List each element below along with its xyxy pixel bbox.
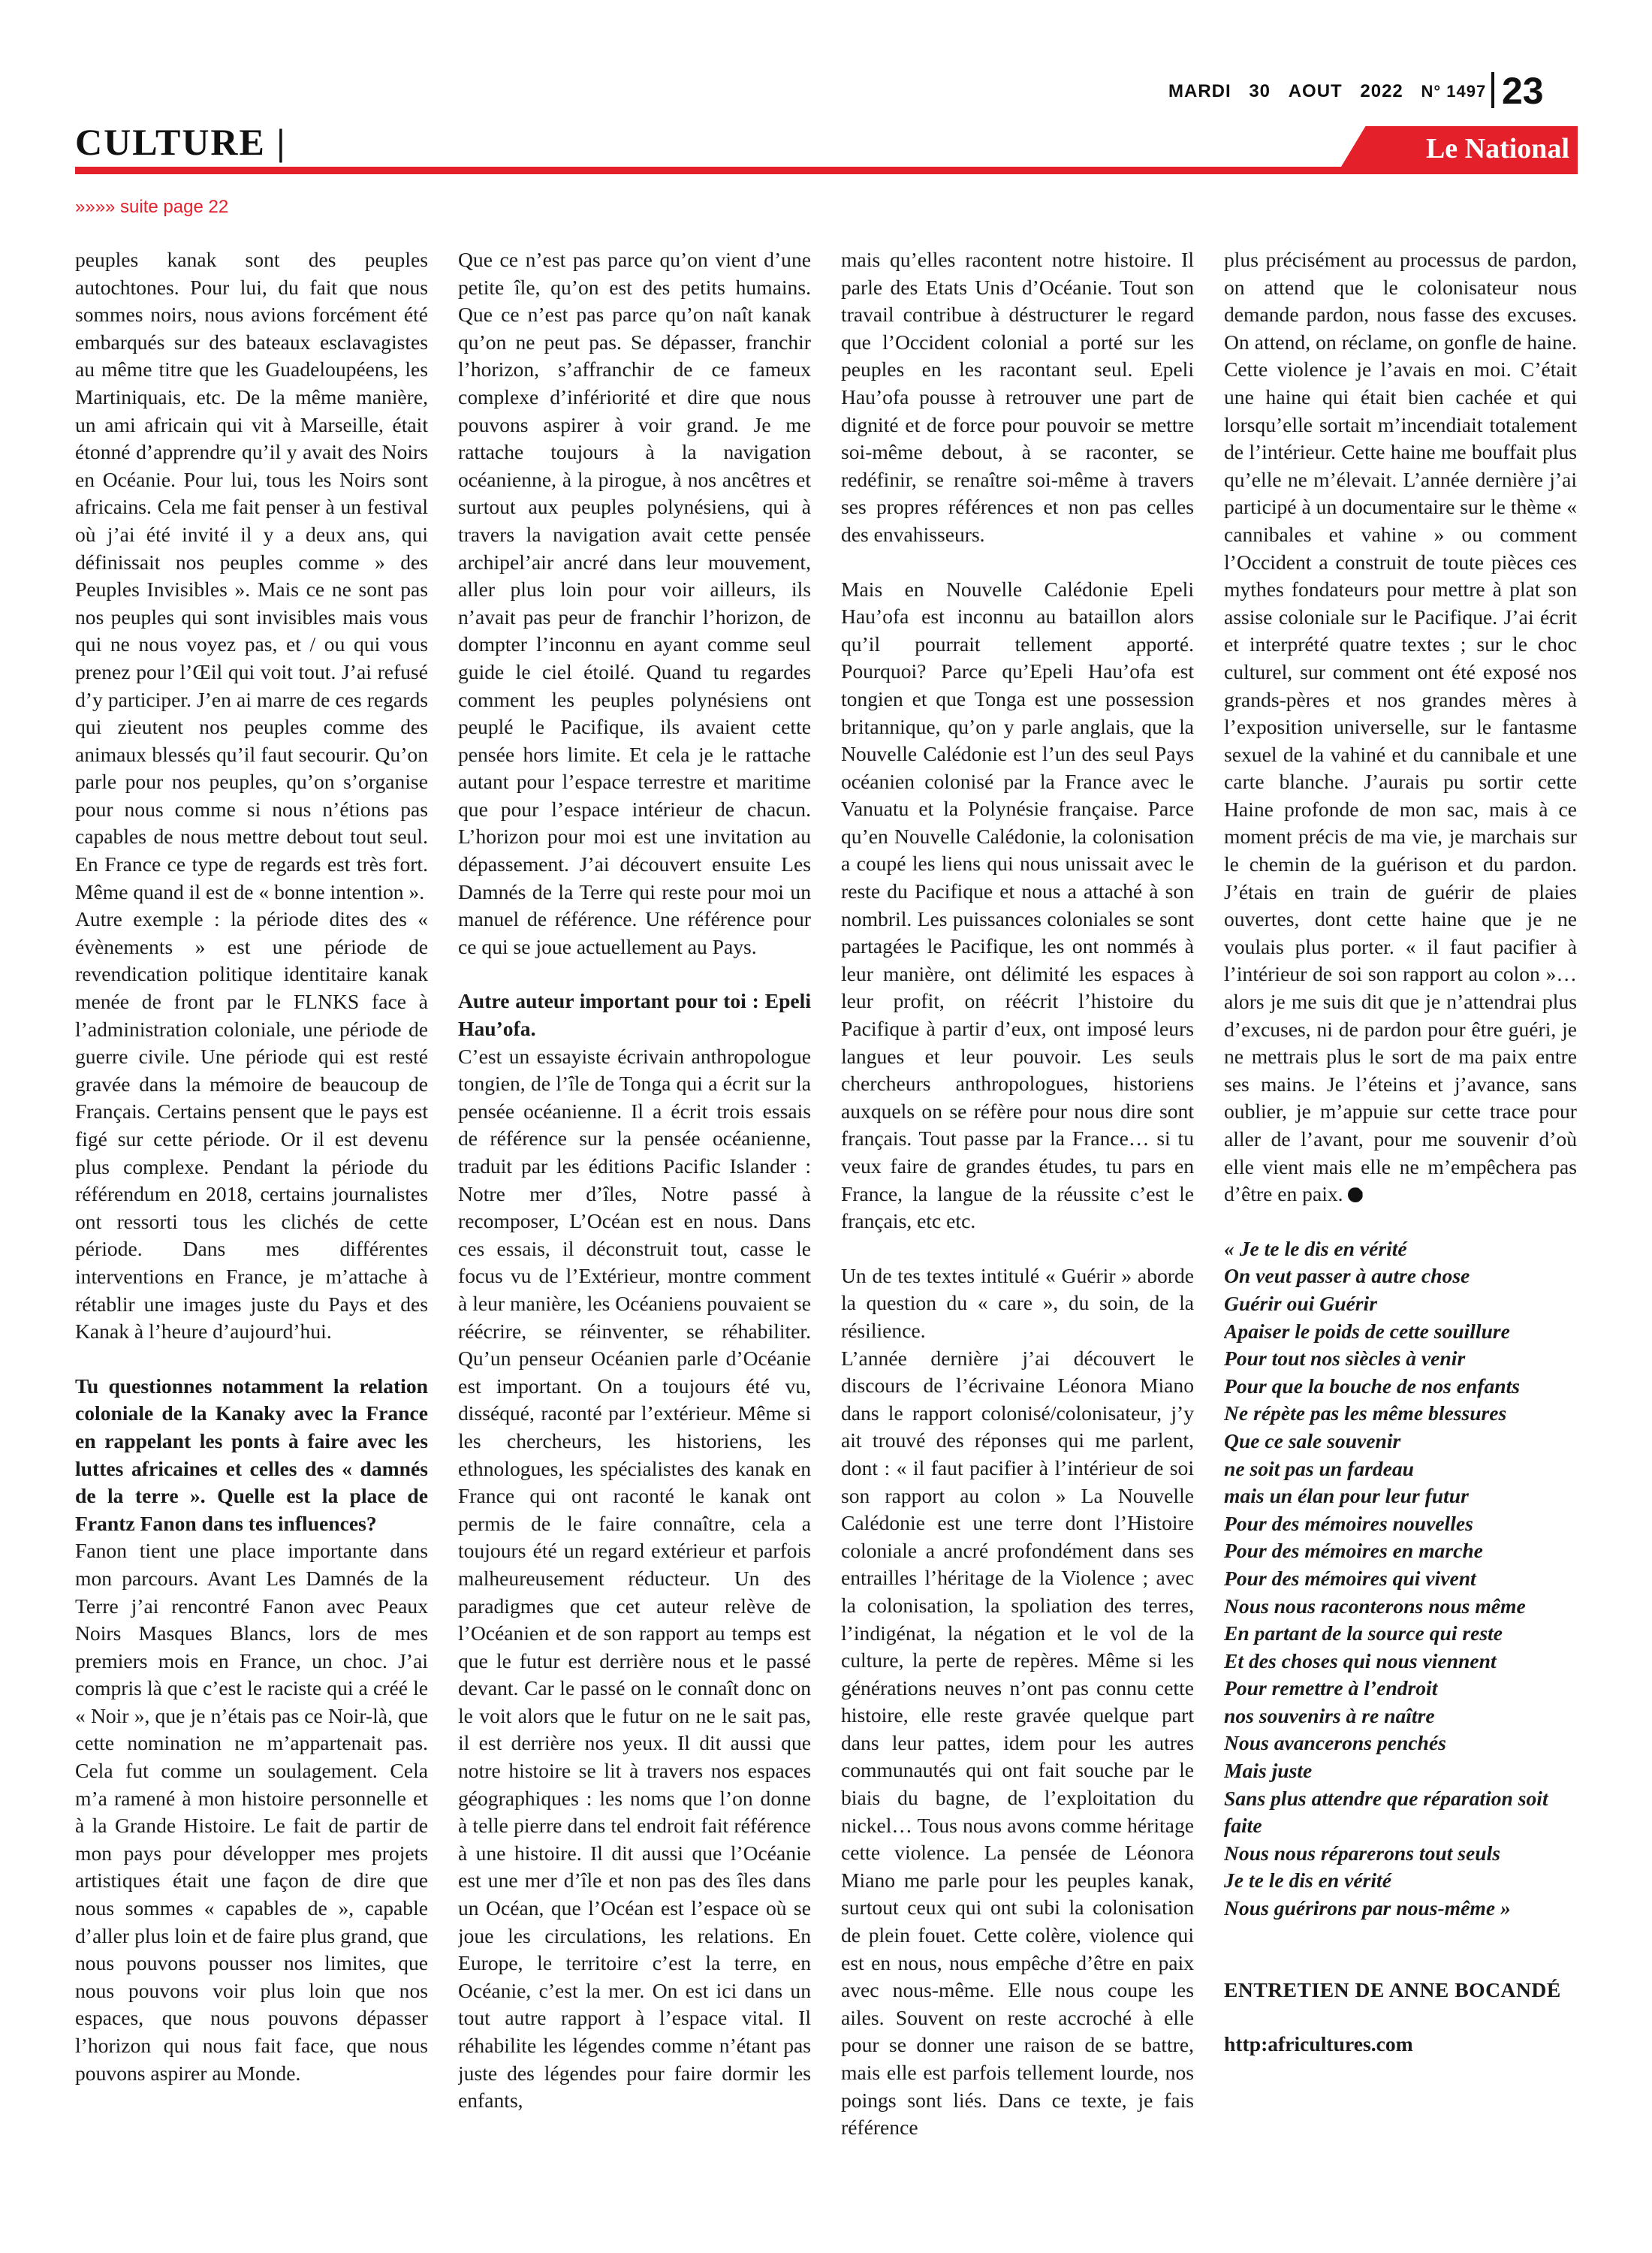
paragraph: Fanon tient une place importante dans mon parcours. Avant Les Damnés de la Terre j’ai rencontré Fanon avec Peaux Noirs Masques Blancs, lors de mes premiers mois en France, un choc. J’ai compris là que c’est le raciste qui a créé le « Noir », que je n’étais pas ce Noir-là, que cette nomination ne m’appartenait pas. Cela fut comme un soulagement. Cela m’a ramené à mon histoire personnelle et à la Grande Histoire. Le fait de partir de mon pays pour développer mes projets artistiques était une façon de dire que nous sommes « capables de », capable d’aller plus loin et de faire plus grand, que nous pouvons pousser nos limites, que nous pouvons voir plus loin que nos espaces, que nous pouvons dépasser l’horizon qui nous fait face, que nous pouvons aspirer au Monde. [75, 1539, 428, 2085]
interview-signature: ENTRETIEN DE ANNE BOCANDÉ [1224, 1977, 1561, 2001]
column-1 [75, 246, 428, 2169]
issue-number: N° 1497 [1421, 82, 1487, 101]
paragraph [1224, 246, 1577, 1208]
paragraph: peuples kanak sont des peuples autochtones. Pour lui, du fait que nous sommes noirs, nous avions forcément été embarqués sur des bateaux esclavagistes au même titre que les Guadeloupéens, les Martiniquais, etc. De la même manière, un ami africain qui vit à Marseille, était étonné d’apprendre qu’il y avait des Noirs en Océanie. Pour lui, tous les Noirs sont africains. Cela me fait penser à un festival où j’ai été invité il y a deux ans, qui définissait nos peuples comme » des Peuples Invisibles ». Mais ce ne sont pas nos peuples qui sont invisibles mais vous qui ne nous voyez pas, et / ou qui vous prenez pour l’Œil qui voit tout. J’ai refusé d’y participer. J’en ai marre de ces regards qui zieutent nos peuples comme des animaux blessés qu’il faut secourir. Qu’on parle pour nos peuples, qu’on s’organise pour nous comme si nous n’étions pas capables de nous mettre debout tout seul. En France ce type de regards est très fort. Même quand il est de « bonne intention ». [75, 248, 428, 903]
poem-line: Et des choses qui nous viennent [1224, 1648, 1497, 1672]
issue-day: MARDI [1168, 81, 1231, 101]
interview-question: Autre auteur important pour toi : Epeli Hau’ofa. [458, 989, 811, 1041]
poem-line: Nous nous réparerons tout seuls [1224, 1841, 1501, 1865]
poem-line: ne soit pas un fardeau [1224, 1456, 1414, 1480]
poem-line: Pour des mémoires en marche [1224, 1539, 1483, 1563]
poem-line: Guérir oui Guérir [1224, 1291, 1377, 1315]
paragraph: Un de tes textes intitulé « Guérir » aborde la question du « care », du soin, de la résilience. [841, 1263, 1194, 1342]
poem-line: Pour des mémoires nouvelles [1224, 1511, 1473, 1535]
poem-line: Sans plus attendre que réparation soit faite [1224, 1786, 1548, 1838]
source-url[interactable]: http:africultures.com [1224, 2032, 1413, 2056]
paragraph: Mais en Nouvelle Calédonie Epeli Hau’ofa est inconnu au bataillon alors qu’il pourrait tellement apporté. Pourquoi? Parce qu’Epeli Hau’ofa est tongien et que Tonga est une possession britannique, qu’on y parle anglais, que la Nouvelle Calédonie est l’un des seul Pays océanien colonisé par la France avec le Vanuatu et la Polynésie française. Parce qu’en Nouvelle Calédonie, la colonisation a coupé les liens qui nous unissait avec le reste du Pacifique et nous a attaché à son nombril. Les puissances coloniales se sont partagées le Pacifique, les ont nommés à leur manière, ont délimité les espaces à leur profit, on réécrit l’histoire du Pacifique à partir d’eux, ont imposé leurs langues et leur pouvoir. Les seuls chercheurs anthropologues, historiens auxquels on se réfère pour nous dire sont français. Tout passe par la France… si tu veux faire de grandes études, tu pars en France, la langue de la réussite c’est le français, etc etc. [841, 577, 1194, 1233]
issue-date-number: 30 [1249, 81, 1271, 101]
poem-line: Nous nous raconterons nous même [1224, 1594, 1526, 1618]
poem-line: Je te le dis en vérité [1224, 1868, 1391, 1893]
column-2 [458, 246, 811, 2169]
paragraph: mais qu’elles racontent notre histoire. Il parle des Etats Unis d’Océanie. Tout son travail contribue à déstructurer le regard que l’Occident colonial a porté sur les peuples en les racontant seul. Epeli Hau’ofa pousse à retrouver une part de dignité et de force pour pouvoir se mettre soi-même debout, à se raconter, se redéfinir, se renaître soi-même à travers ses propres références et non pas celles des envahisseurs. [841, 248, 1194, 546]
page-number: 23 [1502, 70, 1544, 112]
poem-line: En partant de la source qui reste [1224, 1621, 1503, 1645]
paragraph: L’année dernière j’ai découvert le discours de l’écrivaine Léonora Miano dans le rapport colonisé/colonisateur, j’y ait trouvé des réponses qui me parlent, dont : « il faut pacifier à l’intérieur de soi son rapport au colon » La Nouvelle Calédonie est une terre dont l’Histoire coloniale a ancré profondément dans ses entrailles l’héritage de la Violence ; avec la colonisation, la spoliation des terres, l’indigénat, la négation et le vol de la culture, la perte de repères. Même si les générations neuves n’ont pas connu cette histoire, elle reste gravée quelque part dans leur pattes, idem pour les autres communautés qui ont fait souche par le biais du bagne, de l’exploitation du nickel… Tous nous avons comme héritage cette violence. La pensée de Léonora Miano me parle pour les peuples kanak, surtout ceux qui ont subi la colonisation de plein fouet. Cette colère, violence qui est en nous, nous empêche d’être en paix avec nous-même. Elle nous coupe les ailes. Souvent on reste accroché à elle pour se donner une raison de se battre, mais elle est parfois tellement lourde, nos poings sont liés. Dans ce texte, je fais référence [841, 1346, 1194, 2140]
poem-line: nos souvenirs à re naître [1224, 1703, 1435, 1727]
header-divider [1491, 72, 1494, 108]
issue-month: AOUT [1288, 81, 1343, 101]
newspaper-brand: Le National [1425, 133, 1569, 164]
article-columns [75, 246, 1577, 2169]
poem-line: On veut passer à autre chose [1224, 1264, 1470, 1288]
interview-question: Tu questionnes notamment la relation coloniale de la Kanaky avec la France en rappelant les ponts à faire avec les luttes africaines et celles des « damnés de la terre ». Quelle est la place de Frantz Fanon dans tes influences? [75, 1374, 428, 1535]
column-3 [841, 246, 1194, 2169]
column-4 [1224, 246, 1577, 2169]
poem-line: Apaiser le poids de cette souillure [1224, 1319, 1510, 1343]
issue-year: 2022 [1360, 81, 1403, 101]
poem-line: Ne répète pas les même blessures [1224, 1401, 1507, 1425]
paragraph-text: plus précisément au processus de pardon, on attend que le colonisateur nous demande pardon, nous fasse des excuses. On attend, on réclame, on gonfle de haine. Cette violence je l’avais en moi. C’était une haine qui était bien cachée et qui lorsqu’elle sortait m’incendiait totalement de l’intérieur. Cette haine me bouffait plus qu’elle ne m’élevait. L’année dernière j’ai participé à un documentaire sur le thème « cannibales et vahine » ou comment l’Occident a construit de toute pièces ces mythes fondateurs pour mettre à plat son assise coloniale sur le Pacifique. J’ai écrit et interprété quatre textes ; sur le choc culturel, sur comment ont été exposé nos grands-pères et nos grandes mères à l’exposition universelle, sur le fantasme sexuel de la vahiné et du cannibale et une carte blanche. J’aurais pu sortir cette Haine profonde de mon sac, mais à ce moment précis de ma vie, je marchais sur le chemin de la guérison et du pardon. J’étais en train de guérir de plaies ouvertes, dont cette haine que je ne voulais plus porter. « il faut pacifier à l’intérieur de soi son rapport au colon »… alors je me suis dit que je n’attendrai plus d’excuses, ni de pardon pour être guéri, je ne mettrais plus le sort de ma paix entre ses mains. Je l’éteins et j’avance, sans oublier, je m’appuie sur cette trace pour aller de l’avant, pour me souvenir d’où elle vient mais elle ne m’empêchera pas d’être en paix. [1224, 248, 1577, 1206]
end-of-article-icon [1348, 1187, 1363, 1202]
poem-line: Nous avancerons penchés [1224, 1731, 1446, 1755]
poem-line: Mais juste [1224, 1759, 1313, 1783]
poem-line: Pour des mémoires qui vivent [1224, 1566, 1476, 1590]
section-title: CULTURE | [75, 121, 287, 163]
paragraph: Autre exemple : la période dites des « évènements » est une période de revendication politique identitaire kanak menée de front par le FLNKS face à l’administration coloniale, une période de guerre civile. Une période qui est resté gravée dans la mémoire de beaucoup de Français. Certains pensent que le pays est figé sur cette période. Or il est devenu plus complexe. Pendant la période du référendum en 2018, certains journalistes ont ressorti tous les clichés de cette période. Dans mes différentes interventions en France, je m’attache à rétablir une images juste du Pays et des Kanak à l’heure d’aujourd’hui. [75, 907, 428, 1344]
paragraph: Que ce n’est pas parce qu’on vient d’une petite île, qu’on est des petits humains. Que ce n’est pas parce qu’on naît kanak qu’on ne peut pas. Se dépasser, franchir l’horizon, s’affranchir de ce fameux complexe d’infériorité et dire que nous pouvons aspirer à voir grand. Je me rattache toujours à la navigation océanienne, à la pirogue, à nos ancêtres et surtout aux peuples polynésiens, qui à travers la navigation avait cette pensée archipel’air ancré dans leur mouvement, aller plus loin pour voir ailleurs, ils n’avait pas peur de franchir l’horizon, de dompter l’inconnu en ayant comme seul guide le ciel étoilé. Quand tu regardes comment les peuples polynésiens ont peuplé le Pacifique, ils avaient cette pensée hors limite. Et cela je le rattache autant pour l’espace terrestre et maritime que pour l’espace intérieur de chacun. L’horizon pour moi est une invitation au dépassement. J’ai découvert ensuite Les Damnés de la Terre qui reste pour moi un manuel de référence. Une référence pour ce qui se joue actuellement au Pays. [458, 248, 811, 958]
issue-date-line [1156, 81, 1487, 102]
poem-line: Que ce sale souvenir [1224, 1428, 1401, 1452]
poem-line: « Je te le dis en vérité [1224, 1236, 1407, 1260]
continued-from-link[interactable]: »»»» suite page 22 [75, 197, 229, 217]
poem-line: Pour remettre à l’endroit [1224, 1676, 1438, 1700]
poem-line: Pour tout nos siècles à venir [1224, 1347, 1466, 1371]
paragraph: C’est un essayiste écrivain anthropologue tongien, de l’île de Tonga qui a écrit sur la pensée océanienne. Il a écrit trois essais de référence sur la pensée océanienne, traduit par les éditions Pacific Islander : Notre mer d’îles, Notre passé à recomposer, L’Océan est en nous. Dans ces essais, il déconstruit tout, casse le focus vu de l’Extérieur, montre comment à leur manière, les Océaniens pouvaient se réécrire, se réinventer, se réhabiliter. Qu’un penseur Océanien parle d’Océanie est important. On a toujours été vu, disséqué, raconté par l’extérieur. Même si les chercheurs, les historiens, les ethnologues, les spécialistes des kanak en France qui ont raconté le kanak ont permis de le faire connaître, cela a toujours été un regard extérieur et parfois malheureusement réducteur. Un des paradigmes que cet auteur relève de l’Océanien et de son rapport au temps est que le futur est derrière nous et le passé devant. Car le passé on le connaît donc on le voit alors que le futur on ne le sait pas, il est derrière nos yeux. Il dit aussi que notre histoire se lit à travers nos espaces géographiques : les noms que l’on donne à telle pierre dans tel endroit fait référence à une histoire. Il dit aussi que l’Océanie est une mer d’île et non pas des îles dans un Océan, que l’Océan est l’espace où se joue les circulations, les relations. En Europe, le territoire c’est la terre, en Océanie, c’est la mer. On est ici dans un tout autre rapport à l’espace vital. Il réhabilite les légendes comme n’étant pas juste des légendes pour faire dormir les enfants, [458, 1044, 811, 2113]
poem-line: Nous guérirons par nous-même » [1224, 1896, 1511, 1920]
poem-line: mais un élan pour leur futur [1224, 1484, 1469, 1508]
poem [1224, 1235, 1577, 1923]
poem-line: Pour que la bouche de nos enfants [1224, 1374, 1521, 1398]
